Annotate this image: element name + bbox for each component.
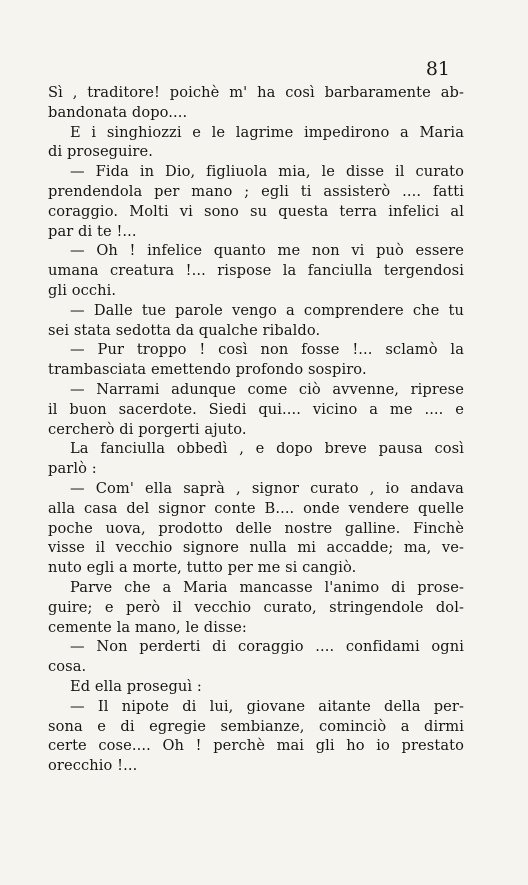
text-line: coraggio. Molti vi sono su questa terra infelici al — [48, 202, 464, 220]
text-line: guire; e però il vecchio curato, stringendole dol- — [48, 598, 464, 616]
page-number: 81 — [425, 58, 450, 80]
text-line: umana creatura !... rispose la fanciulla tergendosi — [48, 262, 464, 280]
text-line: poche uova, prodotto delle nostre galline. Finchè — [48, 519, 464, 537]
text-line: La fanciulla obbedì , e dopo breve pausa così — [70, 440, 464, 458]
text-line: certe cose.... Oh ! perchè mai gli ho io prestato — [48, 737, 464, 755]
text-line: parlò : — [48, 460, 97, 478]
text-line: — Il nipote di lui, giovane aitante della per- — [70, 697, 464, 715]
text-line: gli occhi. — [48, 281, 117, 299]
text-line: — Dalle tue parole vengo a comprendere che tu — [70, 301, 464, 319]
body-text — [48, 83, 464, 776]
text-line: cemente la mano, le disse: — [48, 618, 247, 636]
text-line: alla casa del signor conte B.... onde vendere quelle — [48, 499, 464, 517]
text-line: Sì , traditore! poichè m' ha così barbaramente ab- — [48, 84, 464, 101]
text-line: E i singhiozzi e le lagrime impedirono a Maria — [70, 123, 464, 141]
text-line: sona e di egregie sembianze, cominciò a dirmi — [48, 717, 464, 735]
text-line: orecchio !... — [48, 757, 138, 775]
text-line: cosa. — [48, 658, 87, 676]
text-line: trambasciata emettendo profondo sospiro. — [48, 361, 367, 379]
text-line: — Pur troppo ! così non fosse !... sclamò la — [70, 341, 464, 359]
text-line: — Fida in Dio, figliuola mia, le disse il curato — [70, 163, 464, 181]
text-line: il buon sacerdote. Siedi qui.... vicino a me .... e — [48, 400, 464, 418]
text-line: cercherò di porgerti ajuto. — [48, 420, 247, 438]
text-line: nuto egli a morte, tutto per me si cangiò. — [48, 559, 357, 577]
text-line: — Non perderti di coraggio .... confidami ogni — [70, 638, 464, 656]
text-line: bandonata dopo.... — [48, 103, 188, 121]
text-line: sei stata sedotta da qualche ribaldo. — [48, 321, 321, 339]
text-line: Parve che a Maria mancasse l'animo di prose- — [70, 578, 464, 596]
text-line: par di te !... — [48, 222, 137, 240]
text-line: — Oh ! infelice quanto me non vi può essere — [70, 242, 464, 260]
text-line: prendendola per mano ; egli ti assisterò .... fatti — [48, 182, 464, 200]
text-line: visse il vecchio signore nulla mi accadde; ma, ve- — [48, 539, 464, 557]
text-line: — Com' ella saprà , signor curato , io andava — [70, 479, 464, 497]
text-line: — Narrami adunque come ciò avvenne, riprese — [70, 380, 464, 398]
text-line: Ed ella proseguì : — [70, 677, 202, 695]
text-line: di proseguire. — [48, 143, 153, 161]
